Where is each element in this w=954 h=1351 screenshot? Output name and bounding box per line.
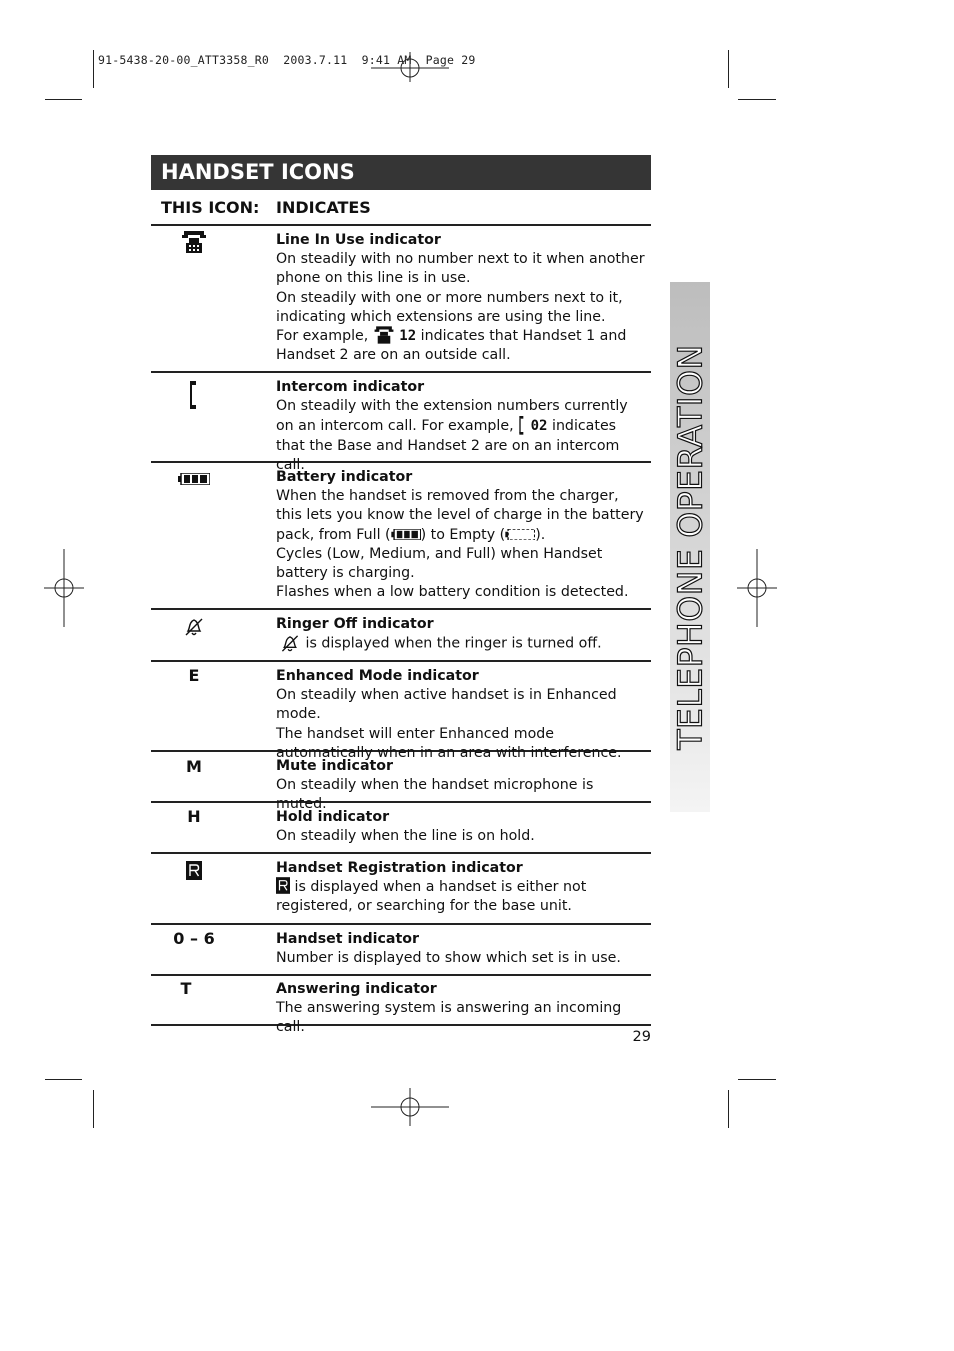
hold-icon: H <box>187 807 201 826</box>
mute-icon: M <box>186 757 202 776</box>
table-rule <box>151 608 651 610</box>
entry-text <box>276 397 648 475</box>
entry-text: On steadily when the handset microphone is muted. <box>276 777 594 813</box>
entry-title: Hold indicator <box>276 809 390 825</box>
registration-icon <box>151 860 237 880</box>
entry-title: Line In Use indicator <box>276 232 441 248</box>
line-in-use-icon <box>373 325 395 345</box>
entry-text: On steadily with one or more numbers next to it, indicating which extensions are using the line. <box>276 289 623 325</box>
crop-mark <box>93 1090 94 1128</box>
enhanced-mode-icon: E <box>188 666 200 685</box>
entry-text: Flashes when a low battery condition is detected. <box>276 584 629 601</box>
crop-mark <box>45 99 82 100</box>
ringer-off-icon <box>279 634 301 653</box>
entry-text: Cycles (Low, Medium, and Full) when Handset battery is charging. <box>276 545 603 582</box>
crop-mark <box>93 50 94 88</box>
side-tab-label: TELEPHONE OPERATION <box>670 344 710 750</box>
entry-text: The handset will enter Enhanced mode automatically when in an area with interference. <box>276 725 622 761</box>
example-suffix: indicates that Handset 1 and Handset 2 are on an outside call. <box>276 328 627 364</box>
page-number: 29 <box>632 1029 651 1045</box>
crop-mark <box>728 50 729 88</box>
entry-ringer-off <box>276 615 648 654</box>
crop-mark <box>738 99 776 100</box>
entry-title: Intercom indicator <box>276 379 425 395</box>
battery-empty-icon <box>505 529 535 540</box>
entry-title: Handset indicator <box>276 931 419 947</box>
line-in-use-icon <box>151 230 237 254</box>
entry-text: The answering system is answering an incoming call. <box>276 1000 622 1036</box>
table-rule <box>151 660 651 662</box>
entry-text <box>276 878 648 916</box>
table-rule <box>151 923 651 925</box>
print-header: 91-5438-20-00_ATT3358_R0 2003.7.11 9:41 AM Page 29 <box>98 53 476 67</box>
intercom-icon <box>518 416 526 436</box>
table-rule <box>151 974 651 976</box>
entry-text: On steadily when active handset is in Enhanced mode. <box>276 687 617 723</box>
battery-end: ). <box>535 526 546 543</box>
entry-title: Mute indicator <box>276 758 394 774</box>
example-prefix: For example, <box>276 328 369 345</box>
entry-title: Answering indicator <box>276 981 437 997</box>
entry-text: On steadily when the line is on hold. <box>276 828 535 845</box>
example-number: 12 <box>399 328 417 345</box>
battery-icon <box>151 468 237 487</box>
entry-answering <box>276 980 648 1038</box>
entry-text: Number is displayed to show which set is in use. <box>276 950 621 967</box>
entry-text: On steadily with no number next to it when another phone on this line is in use. <box>276 251 645 287</box>
table-rule <box>151 852 651 854</box>
registration-icon <box>276 877 290 894</box>
entry-text <box>276 487 648 545</box>
example-prefix: On steadily with the extension numbers currently on an intercom call. For example, <box>276 398 628 435</box>
battery-empty-label: ) to Empty ( <box>420 526 506 543</box>
battery-text: When the handset is removed from the charger, this lets you know the level of charge in the battery pack, from <box>276 488 644 543</box>
registration-text: is displayed when a handset is either not registered, or searching for the base unit. <box>276 879 587 915</box>
entry-intercom <box>276 378 648 475</box>
example-suffix: indicates that the Base and Handset 2 are on an intercom call. <box>276 418 620 473</box>
side-tab <box>670 282 710 812</box>
battery-full-label: Full ( <box>356 526 391 543</box>
crop-mark <box>738 1079 776 1080</box>
section-title: HANDSET ICONS <box>161 160 355 184</box>
crop-mark <box>728 1090 729 1128</box>
column-header-icon: THIS ICON: <box>161 198 260 217</box>
table-rule <box>151 371 651 373</box>
ringer-off-icon <box>151 616 237 637</box>
column-header-meaning: INDICATES <box>276 198 371 217</box>
handset-number-icon: 0 – 6 <box>173 929 215 948</box>
entry-line-in-use <box>276 231 648 365</box>
example-number: 02 <box>530 418 548 435</box>
section-title-bar <box>151 155 651 190</box>
table-rule <box>151 224 651 226</box>
crop-mark <box>45 1079 82 1080</box>
entry-text <box>276 634 648 654</box>
entry-handset <box>276 930 648 968</box>
ringer-off-text: is displayed when the ringer is turned off. <box>305 635 602 652</box>
entry-title: Enhanced Mode indicator <box>276 668 479 684</box>
entry-battery <box>276 468 648 602</box>
intercom-icon <box>151 381 237 411</box>
battery-full-icon <box>391 529 421 540</box>
entry-mute <box>276 757 648 815</box>
entry-title: Battery indicator <box>276 469 413 485</box>
entry-title: Ringer Off indicator <box>276 616 434 632</box>
entry-hold <box>276 808 648 846</box>
entry-enhanced-mode <box>276 667 648 763</box>
registration-mark-icon <box>371 52 449 82</box>
registration-mark-icon <box>44 549 84 627</box>
answering-icon: T <box>180 979 192 998</box>
registration-mark-icon <box>371 1088 449 1126</box>
registration-mark-icon <box>737 549 777 627</box>
entry-title: Handset Registration indicator <box>276 860 523 876</box>
entry-registration <box>276 859 648 917</box>
entry-example <box>276 327 648 365</box>
